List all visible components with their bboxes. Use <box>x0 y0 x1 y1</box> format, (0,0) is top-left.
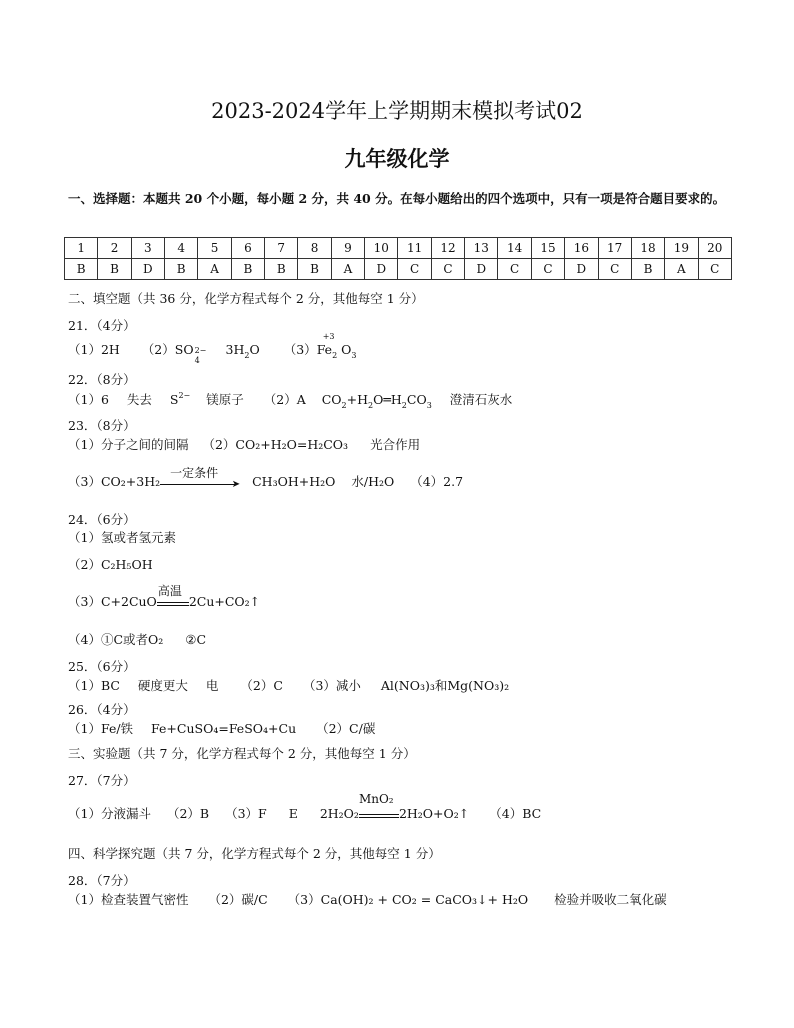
answer-cell: D <box>565 259 598 280</box>
answer-cell: C <box>531 259 564 280</box>
q22-equation: $CO_2+H_2O═H_2CO_3$ <box>321 392 432 410</box>
answer-cell: A <box>665 259 698 280</box>
q24-line2: （2）C₂H₅OH <box>68 557 153 572</box>
question-number-cell: 13 <box>465 238 498 259</box>
question-number-cell: 3 <box>131 238 164 259</box>
answer-cell: D <box>131 259 164 280</box>
q22-part2: （2）A <box>263 392 306 407</box>
q22-limewater: 澄清石灰水 <box>449 392 513 407</box>
answer-cell: C <box>498 259 531 280</box>
answer-cell: B <box>265 259 298 280</box>
q23-part4: （4）2.7 <box>410 474 464 489</box>
q25-heading: 25．（6分） <box>68 659 136 674</box>
q27-heading: 27．（7分） <box>68 773 136 788</box>
equals-sign: 高温 <box>157 596 189 610</box>
question-number-cell: 19 <box>665 238 698 259</box>
answer-cell: C <box>598 259 631 280</box>
q23-products: CH₃OH+H₂O <box>252 474 336 489</box>
section2-heading: 二、填空题（共 36 分，化学方程式每个 2 分，其他每空 1 分） <box>68 291 424 306</box>
answer-cell: B <box>231 259 264 280</box>
q23-part3: （3）CO₂+3H₂ <box>68 474 161 489</box>
answer-cell: D <box>465 259 498 280</box>
q23-photosynthesis: 光合作用 <box>370 437 421 452</box>
q23-part2: （2）CO₂+H₂O=H₂CO₃ <box>202 437 349 452</box>
q23-heading: 23．（8分） <box>68 418 136 433</box>
q23-part1: （1）分子之间的间隔 <box>68 437 189 452</box>
answer-table <box>64 237 732 280</box>
q26-heading: 26．（4分） <box>68 702 136 717</box>
q21-part2-water: $3H_2O$ <box>225 342 260 360</box>
q22-mg-atom: 镁原子 <box>206 392 244 407</box>
answer-cell: A <box>198 259 231 280</box>
q21-part2-so4: （2）SO 2− 4 <box>141 342 207 365</box>
q28-answer-line: （1）检查装置气密性 （2）碳/C （3）Ca(OH)₂ + CO₂ = CaCO₃↓+ H₂O 检验并吸收二氧化碳 <box>68 892 667 907</box>
question-number-cell: 6 <box>231 238 264 259</box>
answer-cell: B <box>98 259 131 280</box>
q23-water: 水/H₂O <box>351 474 395 489</box>
question-number-cell: 16 <box>565 238 598 259</box>
answer-cell: C <box>431 259 464 280</box>
question-number-cell: 17 <box>598 238 631 259</box>
q21-heading: 21．（4分） <box>68 318 136 333</box>
question-number-cell: 9 <box>331 238 364 259</box>
q24-line3: （3）C+2CuO 高温 2Cu+CO₂↑ <box>68 583 261 609</box>
question-number-cell: 18 <box>631 238 664 259</box>
question-number-cell: 14 <box>498 238 531 259</box>
question-number-cell: 5 <box>198 238 231 259</box>
q21-part3: （3） +3 $Fe_2$ $O_3$ <box>283 332 357 360</box>
q26-answer-line: （1）Fe/铁 Fe+CuSO₄=FeSO₄+Cu （2）C/碳 <box>68 721 376 736</box>
answer-cell: B <box>165 259 198 280</box>
question-number-cell: 12 <box>431 238 464 259</box>
question-number-cell: 15 <box>531 238 564 259</box>
question-number-cell: 2 <box>98 238 131 259</box>
q21-answer-line <box>68 332 357 365</box>
q22-heading: 22．（8分） <box>68 372 136 387</box>
page-title: 2023-2024学年上学期期末模拟考试02 <box>211 99 583 123</box>
q28-heading: 28．（7分） <box>68 873 136 888</box>
q24-line1: （1）氢或者氢元素 <box>68 530 176 545</box>
answer-table-answer-row <box>65 259 732 280</box>
q27-answer-line: （1）分液漏斗 （2）B （3）F E 2H₂O₂ MnO₂ 2H₂O+O₂↑ （4）BC <box>68 791 542 821</box>
answer-cell: B <box>65 259 98 280</box>
answer-cell: C <box>698 259 731 280</box>
question-number-cell: 11 <box>398 238 431 259</box>
section1-heading: 一、选择题：本题共 20 个小题，每小题 2 分，共 40 分。在每小题给出的四个选项中，只有一项是符合题目要求的。 <box>68 191 726 206</box>
section4-heading: 四、科学探究题（共 7 分，化学方程式每个 2 分，其他每空 1 分） <box>68 846 441 861</box>
q22-part1: （1）6 <box>68 392 109 407</box>
section3-heading: 三、实验题（共 7 分，化学方程式每个 2 分，其他每空 1 分） <box>68 746 416 761</box>
question-number-cell: 4 <box>165 238 198 259</box>
q22-ion: $S^{2-}$ <box>169 391 191 407</box>
q21-part1: （1）2H <box>68 342 120 357</box>
q24-heading: 24．（6分） <box>68 512 136 527</box>
q23-line2 <box>68 465 464 490</box>
q24-line4: （4）①C或者O₂ ②C <box>68 632 207 647</box>
question-number-cell: 10 <box>365 238 398 259</box>
page-subtitle: 九年级化学 <box>344 146 450 171</box>
q22-lose: 失去 <box>126 392 152 407</box>
question-number-cell: 1 <box>65 238 98 259</box>
q25-answer-line: （1）BC 硬度更大 电 （2）C （3）减小 Al(NO₃)₃和Mg(NO₃)₂ <box>68 678 510 693</box>
catalyst-equals-sign: MnO₂ <box>359 808 399 822</box>
answer-cell: D <box>365 259 398 280</box>
answer-cell: B <box>298 259 331 280</box>
answer-cell: C <box>398 259 431 280</box>
answer-cell: B <box>631 259 664 280</box>
answer-cell: A <box>331 259 364 280</box>
question-number-cell: 8 <box>298 238 331 259</box>
q23-line1 <box>68 435 420 453</box>
reaction-arrow: 一定条件 ➤ <box>160 476 240 490</box>
q22-answer-line <box>68 390 512 408</box>
answer-table-number-row <box>65 238 732 259</box>
question-number-cell: 7 <box>265 238 298 259</box>
question-number-cell: 20 <box>698 238 731 259</box>
